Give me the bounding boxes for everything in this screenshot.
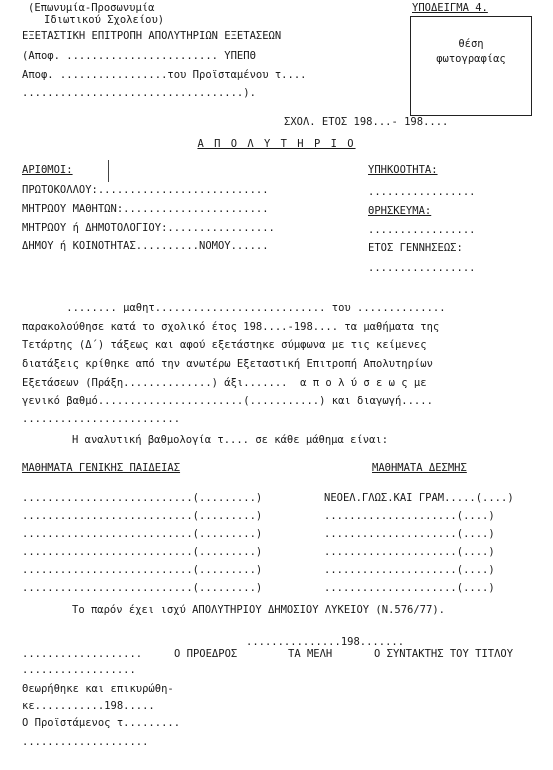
body-line-3: Τετάρτης (Δ΄) τάξεως και αφού εξετάστηκε σύμφωνα με τις κείμενες bbox=[22, 339, 427, 351]
general-subject-row: ...........................(.........) bbox=[22, 546, 263, 558]
core-subject-row: .....................(....) bbox=[324, 546, 495, 558]
core-subject-row: ΝΕΟΕΛ.ΓΛΩΣ.ΚΑΙ ΓΡΑΜ.....(....) bbox=[324, 492, 514, 504]
body-line-7: ......................... bbox=[22, 413, 181, 425]
school-name-line: (Επωνυμία-Προσωνυμία bbox=[28, 2, 155, 14]
student-register-field: ΜΗΤΡΩΟΥ ΜΑΘΗΤΩΝ:....................... bbox=[22, 203, 269, 215]
core-subject-row: .....................(....) bbox=[324, 582, 495, 594]
director-line: Ο Προϊστάμενος τ......... bbox=[22, 717, 181, 729]
general-subject-row: ...........................(.........) bbox=[22, 528, 263, 540]
pen-mark bbox=[108, 160, 109, 182]
general-subject-row: ...........................(.........) bbox=[22, 510, 263, 522]
school-year: ΣΧΟΛ. ΕΤΟΣ 198...- 198.... bbox=[284, 116, 449, 128]
general-subject-row: ...........................(.........) bbox=[22, 582, 263, 594]
birth-year-value: ................. bbox=[368, 262, 476, 274]
photo-placeholder bbox=[410, 16, 532, 116]
religion-label: ΘΡΗΣΚΕΥΜΑ: bbox=[368, 205, 432, 217]
municipality-field: ΔΗΜΟΥ ή ΚΟΙΝΟΤΗΤΑΣ..........ΝΟΜΟΥ...... bbox=[22, 240, 269, 252]
birth-year-label: ΕΤΟΣ ΓΕΝΝΗΣΕΩΣ: bbox=[368, 242, 463, 254]
president-label: Ο ΠΡΟΕΔΡΟΣ bbox=[174, 648, 238, 660]
body-line-4: διατάξεις κρίθηκε από την ανωτέρω Εξεταστική Επιτροπή Απολυτηρίων bbox=[22, 358, 433, 370]
composer-label: Ο ΣΥΝΤΑΚΤΗΣ ΤΟΥ ΤΙΤΛΟΥ bbox=[374, 648, 514, 660]
religion-value: ................. bbox=[368, 224, 476, 236]
decision-line-2: Αποφ. .................του Προϊσταμένου τ.... bbox=[22, 69, 307, 81]
grades-intro: Η αναλυτική βαθμολογία τ.... σε κάθε μάθημα είναι: bbox=[72, 434, 389, 446]
core-subject-row: .....................(....) bbox=[324, 528, 495, 540]
decision-line-3: ...................................). bbox=[22, 87, 256, 99]
signature-date-line: ...............198....... bbox=[246, 636, 405, 648]
municipal-register-field: ΜΗΤΡΩΟΥ ή ΔΗΜΟΤΟΛΟΓΙΟΥ:................. bbox=[22, 222, 275, 234]
signature-dots-2: .................. bbox=[22, 664, 136, 676]
committee-title: ΕΞΕΤΑΣΤΙΚΗ ΕΠΙΤΡΟΠΗ ΑΠΟΛΥΤΗΡΙΩΝ ΕΞΕΤΑΣΕΩΝ bbox=[22, 30, 282, 42]
body-line-1: ........ μαθητ........................... του .............. bbox=[22, 302, 446, 314]
core-subject-row: .....................(....) bbox=[324, 564, 495, 576]
signature-dots: ................... bbox=[22, 648, 143, 660]
body-line-5: Εξετάσεων (Πράξη..............) άξι....... α π ο λ ύ σ ε ω ς με bbox=[22, 377, 427, 389]
document-title: Α Π Ο Λ Υ Τ Η Ρ Ι Ο bbox=[197, 138, 356, 150]
body-line-2: παρακολούθησε κατά το σχολικό έτος 198....-198.... τα μαθήματα της bbox=[22, 321, 440, 333]
school-type-line: Ιδιωτικού Σχολείου) bbox=[44, 14, 165, 26]
members-label: ΤΑ ΜΕΛΗ bbox=[288, 648, 333, 660]
final-dots: .................... bbox=[22, 736, 149, 748]
specimen-label: ΥΠΟΔΕΙΓΜΑ 4. bbox=[412, 2, 488, 14]
decision-line-1: (Αποφ. ........................ ΥΠΕΠΘ bbox=[22, 50, 256, 62]
protocol-number-field: ΠΡΩΤΟΚΟΛΛΟΥ:........................... bbox=[22, 184, 269, 196]
core-subjects-heading: ΜΑΘΗΜΑΤΑ ΔΕΣΜΗΣ bbox=[372, 462, 467, 474]
citizenship-value: ................. bbox=[368, 186, 476, 198]
general-subject-row: ...........................(.........) bbox=[22, 492, 263, 504]
photo-label: θέση φωτογραφίας bbox=[436, 38, 506, 65]
citizenship-label: ΥΠΗΚΟΟΤΗΤΑ: bbox=[368, 164, 438, 176]
validity-text: Το παρόν έχει ισχύ ΑΠΟΛΥΤΗΡΙΟΥ ΔΗΜΟΣΙΟΥ ΛΥΚΕΙΟΥ (Ν.576/77). bbox=[72, 604, 445, 616]
certified-line-2: κε...........198..... bbox=[22, 700, 155, 712]
body-line-6: γενικό βαθμό.......................(...........) και διαγωγή..... bbox=[22, 395, 433, 407]
general-subject-row: ...........................(.........) bbox=[22, 564, 263, 576]
numbers-heading: ΑΡΙΘΜΟΙ: bbox=[22, 164, 73, 176]
core-subject-row: .....................(....) bbox=[324, 510, 495, 522]
certified-line-1: Θεωρήθηκε και επικυρώθη- bbox=[22, 683, 174, 695]
general-subjects-heading: ΜΑΘΗΜΑΤΑ ΓΕΝΙΚΗΣ ΠΑΙΔΕΙΑΣ bbox=[22, 462, 181, 474]
